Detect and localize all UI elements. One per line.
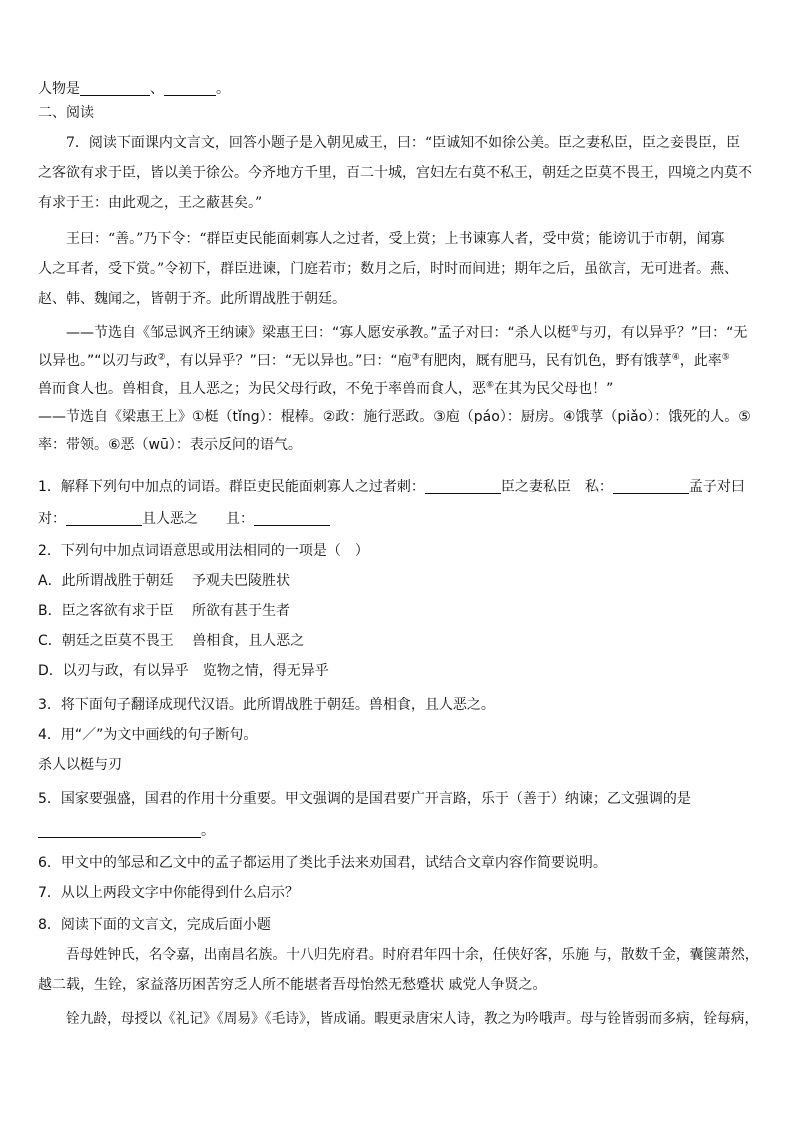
answer-blank-1[interactable] bbox=[80, 79, 150, 96]
footnote-mark-2: ② bbox=[157, 352, 166, 363]
option-b[interactable]: B．臣之客欲有求于臣 所欲有甚于生者 bbox=[38, 603, 291, 619]
intro-line bbox=[38, 78, 230, 100]
q7-line-7-a: ——节选自《邹忌讽齐王纳谏》梁惠王曰：“寡人愿安承教。”孟子对曰：“杀人以梃 bbox=[66, 325, 571, 341]
footnote-mark-5: ⑤ bbox=[721, 352, 730, 363]
sub-question-4: 4．用“／”为文中画线的句子断句。 bbox=[38, 727, 258, 743]
sub-question-3: 3．将下面句子翻译成现代汉语。此所谓战胜于朝廷。兽相食，且人恶之。 bbox=[38, 697, 495, 713]
q7-line-2: 之客欲有求于臣，皆以美于徐公。今齐地方千里，百二十城，宫妇左右莫不私王，朝廷之臣莫不畏王，四境之内莫不 bbox=[38, 165, 752, 181]
sub5-end: 。 bbox=[201, 823, 215, 839]
answer-blank-2[interactable] bbox=[164, 79, 216, 96]
q7-line-9 bbox=[38, 378, 613, 400]
sub-question-5: 5．国家要强盛，国君的作用十分重要。甲文强调的是国君要广开言路，乐于（善于）纳谏；乙文强调的是 bbox=[38, 791, 691, 807]
sub-question-1-cont bbox=[38, 508, 330, 530]
sub1-part-e: 且人恶之 且： bbox=[142, 511, 254, 527]
sub1-part-a: 1．解释下列句中加点的词语。群臣吏民能面刺寡人之过者刺： bbox=[38, 479, 425, 495]
sub-question-2: 2．下列句中加点词语意思或用法相同的一项是（ ） bbox=[38, 543, 369, 559]
footnote-mark-1: ① bbox=[570, 324, 579, 335]
q7-line-1: 7．阅读下面课内文言文，回答小题子是入朝见威王，曰：“臣诚知不如徐公美。臣之妻私臣，臣之妾畏臣，臣 bbox=[66, 135, 741, 151]
q7-line-7-b: 与刃，有以异乎？”曰：“无 bbox=[578, 325, 748, 341]
footnote-mark-3: ③ bbox=[411, 352, 420, 363]
q7-line-10: ——节选自《梁惠王上》①梃（tǐng）：棍棒。②政：施行恶政。③庖（páo）：厨房。④饿莩（piǎo）：饿死的人。⑤ bbox=[38, 409, 751, 425]
intro-text: 人物是 bbox=[38, 81, 80, 97]
q7-line-9-a: 兽而食人也。兽相食，且人恶之；为民父母行政，不免于率兽而食人，恶 bbox=[38, 381, 486, 397]
option-a[interactable]: A．此所谓战胜于朝廷 予观夫巴陵胜状 bbox=[38, 573, 291, 589]
q7-line-3: 有求于王：由此观之，王之蔽甚矣。” bbox=[38, 195, 263, 211]
sub1-part-d: 对： bbox=[38, 511, 66, 527]
footnote-mark-4: ④ bbox=[671, 352, 680, 363]
q7-line-8-d: ，此率 bbox=[679, 353, 722, 369]
section-heading: 二、阅读 bbox=[38, 105, 94, 121]
sub-question-4-sentence: 杀人以梃与刃 bbox=[38, 757, 122, 773]
q7-line-11: 率：带领。⑥恶（wū）：表示反问的语气。 bbox=[38, 437, 302, 453]
q8-stem: 8．阅读下面的文言文，完成后面小题 bbox=[38, 917, 271, 933]
q7-line-6: 赵、韩、魏闻之，皆朝于齐。此所谓战胜于朝廷。 bbox=[38, 291, 346, 307]
sub-question-5-answer bbox=[38, 820, 215, 842]
q8-para-2: 越二载，生铨，家益落历困苦穷乏人所不能堪者吾母怡然无愁蹙状 戚党人争贤之。 bbox=[38, 977, 547, 993]
sub-question-1 bbox=[38, 476, 745, 498]
sub1-part-b: 臣之妻私臣 私： bbox=[500, 479, 613, 495]
q7-line-5: 人之耳者，受下赏。”令初下，群臣进谏，门庭若市；数月之后，时时而间进；期年之后，虽欲言，无可进者。燕、 bbox=[38, 261, 739, 277]
sub-question-6: 6．甲文中的邹忌和乙文中的孟子都运用了类比手法来劝国君，试结合文章内容作简要说明。 bbox=[38, 855, 607, 871]
q8-para-3: 铨九龄，母授以《礼记》《周易》《毛诗》，皆成诵。暇更录唐宋人诗，教之为吟哦声。母与铨皆弱而多病，铨每病， bbox=[66, 1011, 759, 1027]
answer-blank-dui[interactable] bbox=[66, 509, 142, 526]
intro-sep: 、 bbox=[150, 81, 164, 97]
sub1-part-c: 孟子对曰 bbox=[688, 479, 745, 495]
q7-line-8-b: ，有以异乎？”曰：“无以异也。”曰：“庖 bbox=[165, 353, 412, 369]
q7-line-8 bbox=[38, 350, 730, 372]
answer-blank-ci[interactable] bbox=[425, 477, 501, 494]
q7-line-8-a: 以异也。”“以刃与政 bbox=[38, 353, 158, 369]
intro-end: 。 bbox=[216, 81, 230, 97]
q7-line-9-b: 在其为民父母也！” bbox=[494, 381, 614, 397]
answer-blank-si[interactable] bbox=[613, 477, 689, 494]
q7-line-7 bbox=[66, 322, 747, 344]
footnote-mark-6: ⑥ bbox=[486, 380, 495, 391]
sub-question-7: 7．从以上两段文字中你能得到什么启示？ bbox=[38, 885, 299, 901]
q8-para-1: 吾母姓钟氏，名令嘉，出南昌名族。十八归先府君。时府君年四十余，任侠好客，乐施 与，散数千金，囊箧萧然， bbox=[66, 947, 759, 963]
option-c[interactable]: C．朝廷之臣莫不畏王 兽相食，且人恶之 bbox=[38, 633, 305, 649]
option-d[interactable]: D．以刃与政，有以异乎 览物之情，得无异乎 bbox=[38, 663, 329, 679]
answer-blank-5[interactable] bbox=[38, 821, 201, 838]
answer-blank-qie[interactable] bbox=[254, 509, 330, 526]
q7-line-4: 王曰：“善。”乃下令：“群臣吏民能面刺寡人之过者，受上赏；上书谏寡人者，受中赏；能谤讥于市朝，闻寡 bbox=[66, 231, 725, 247]
q7-line-8-c: 有肥肉，厩有肥马，民有饥色，野有饿莩 bbox=[419, 353, 672, 369]
